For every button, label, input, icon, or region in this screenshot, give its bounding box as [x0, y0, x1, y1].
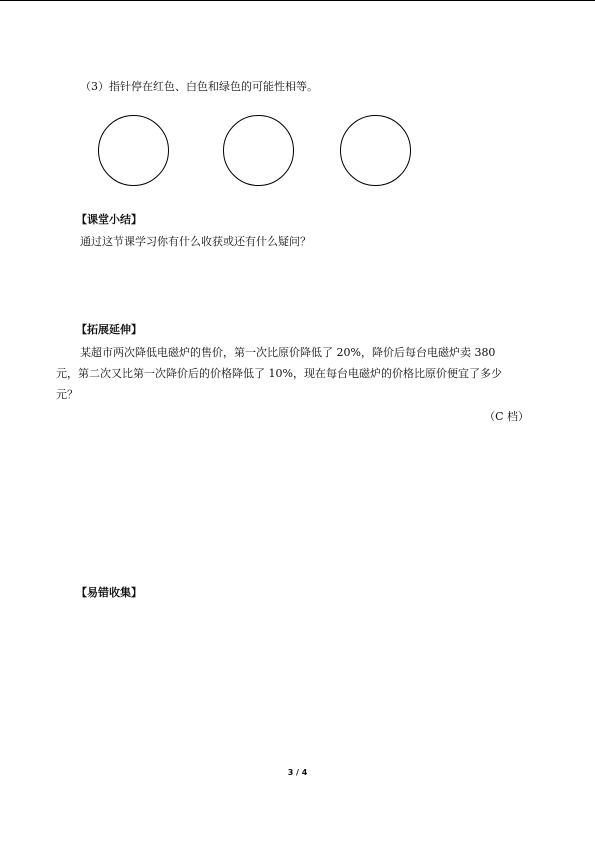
spinner-circle-2 [223, 115, 294, 186]
spinner-circle-3 [340, 115, 411, 186]
extension-heading: 【拓展延伸】 [76, 323, 142, 336]
mistakes-heading: 【易错收集】 [76, 586, 142, 599]
extension-problem-line-1: 某超市两次降低电磁炉的售价，第一次比原价降低了 20%，降价后每台电磁炉卖 380 [80, 346, 496, 359]
extension-problem-line-3: 元？ [56, 388, 78, 401]
difficulty-level-label: （C 档） [484, 410, 529, 423]
page-top-border [0, 0, 595, 1]
spinner-circle-1 [98, 115, 169, 186]
extension-problem-line-2: 元，第二次又比第一次降价后的价格降低了 10%，现在每台电磁炉的价格比原价便宜了多少 [56, 367, 502, 380]
summary-heading: 【课堂小结】 [76, 213, 142, 226]
page-number: 3 / 4 [287, 768, 308, 777]
summary-prompt: 通过这节课学习你有什么收获或还有什么疑问？ [80, 235, 311, 248]
question-3-text: （3）指针停在红色、白色和绿色的可能性相等。 [80, 80, 318, 93]
